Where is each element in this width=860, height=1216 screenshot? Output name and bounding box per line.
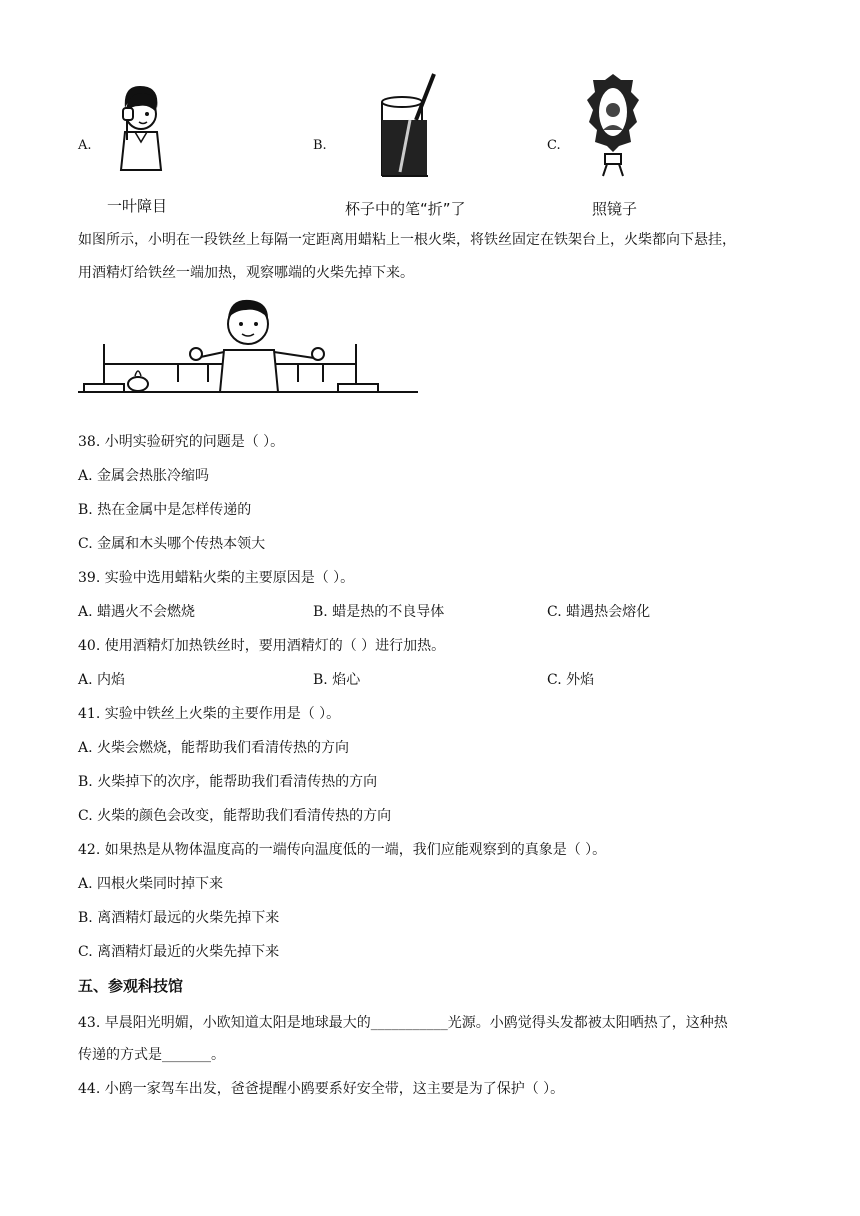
q41-stem: 41. 实验中铁丝上火柴的主要作用是（ ）。 (78, 706, 341, 722)
boy-covering-eye-illustration (105, 78, 175, 178)
q42-option-a[interactable]: A. 四根火柴同时掉下来 (78, 876, 224, 892)
q42-option-b[interactable]: B. 离酒精灯最远的火柴先掉下来 (78, 910, 280, 926)
intro-line-1: 如图所示，小明在一段铁丝上每隔一定距离用蜡粘上一根火柴，将铁丝固定在铁架台上，火柴都向下悬挂， (78, 232, 736, 248)
option-b-caption: 杯子中的笔“折”了 (345, 200, 466, 218)
q39-option-b[interactable]: B. 蜡是热的不良导体 (313, 604, 445, 620)
q41-option-a[interactable]: A. 火柴会燃烧，能帮助我们看清传热的方向 (78, 740, 350, 756)
q38-stem: 38. 小明实验研究的问题是（ ）。 (78, 434, 285, 450)
q42-stem: 42. 如果热是从物体温度高的一端传向温度低的一端，我们应能观察到的真象是（ ）。 (78, 842, 607, 858)
option-a-letter: A. (78, 138, 92, 153)
q38-option-c[interactable]: C. 金属和木头哪个传热本领大 (78, 536, 266, 552)
q40-option-c[interactable]: C. 外焰 (547, 672, 595, 688)
mirror-illustration (583, 70, 643, 182)
q38-option-b[interactable]: B. 热在金属中是怎样传递的 (78, 502, 252, 518)
option-b-letter: B. (313, 138, 327, 153)
q38-option-a[interactable]: A. 金属会热胀冷缩吗 (78, 468, 210, 484)
option-a-caption: 一叶障目 (107, 197, 168, 215)
q40-option-a[interactable]: A. 内焰 (78, 672, 126, 688)
q40-option-b[interactable]: B. 焰心 (313, 672, 361, 688)
glass-with-pen-illustration (378, 72, 440, 182)
q39-option-c[interactable]: C. 蜡遇热会熔化 (547, 604, 651, 620)
q41-option-c[interactable]: C. 火柴的颜色会改变，能帮助我们看清传热的方向 (78, 808, 392, 824)
section-heading: 五、参观科技馆 (78, 977, 184, 995)
option-c-caption: 照镜子 (592, 200, 638, 218)
q44-stem: 44. 小鸥一家驾车出发，爸爸提醒小鸥要系好安全带，这主要是为了保护（ ）。 (78, 1081, 565, 1097)
intro-line-2: 用酒精灯给铁丝一端加热，观察哪端的火柴先掉下来。 (78, 265, 414, 281)
experiment-illustration (78, 292, 428, 396)
q39-stem: 39. 实验中选用蜡粘火柴的主要原因是（ ）。 (78, 570, 355, 586)
q43-line-1: 43. 早晨阳光明媚，小欧知道太阳是地球最大的___________光源。小鸥觉得头发都被太阳晒热了，这种热 (78, 1015, 728, 1031)
q42-option-c[interactable]: C. 离酒精灯最近的火柴先掉下来 (78, 944, 280, 960)
q40-stem: 40. 使用酒精灯加热铁丝时，要用酒精灯的（ ）进行加热。 (78, 638, 446, 654)
q41-option-b[interactable]: B. 火柴掉下的次序，能帮助我们看清传热的方向 (78, 774, 378, 790)
q39-option-a[interactable]: A. 蜡遇火不会燃烧 (78, 604, 196, 620)
q43-line-2: 传递的方式是_______。 (78, 1047, 225, 1063)
option-c-letter: C. (547, 138, 561, 153)
